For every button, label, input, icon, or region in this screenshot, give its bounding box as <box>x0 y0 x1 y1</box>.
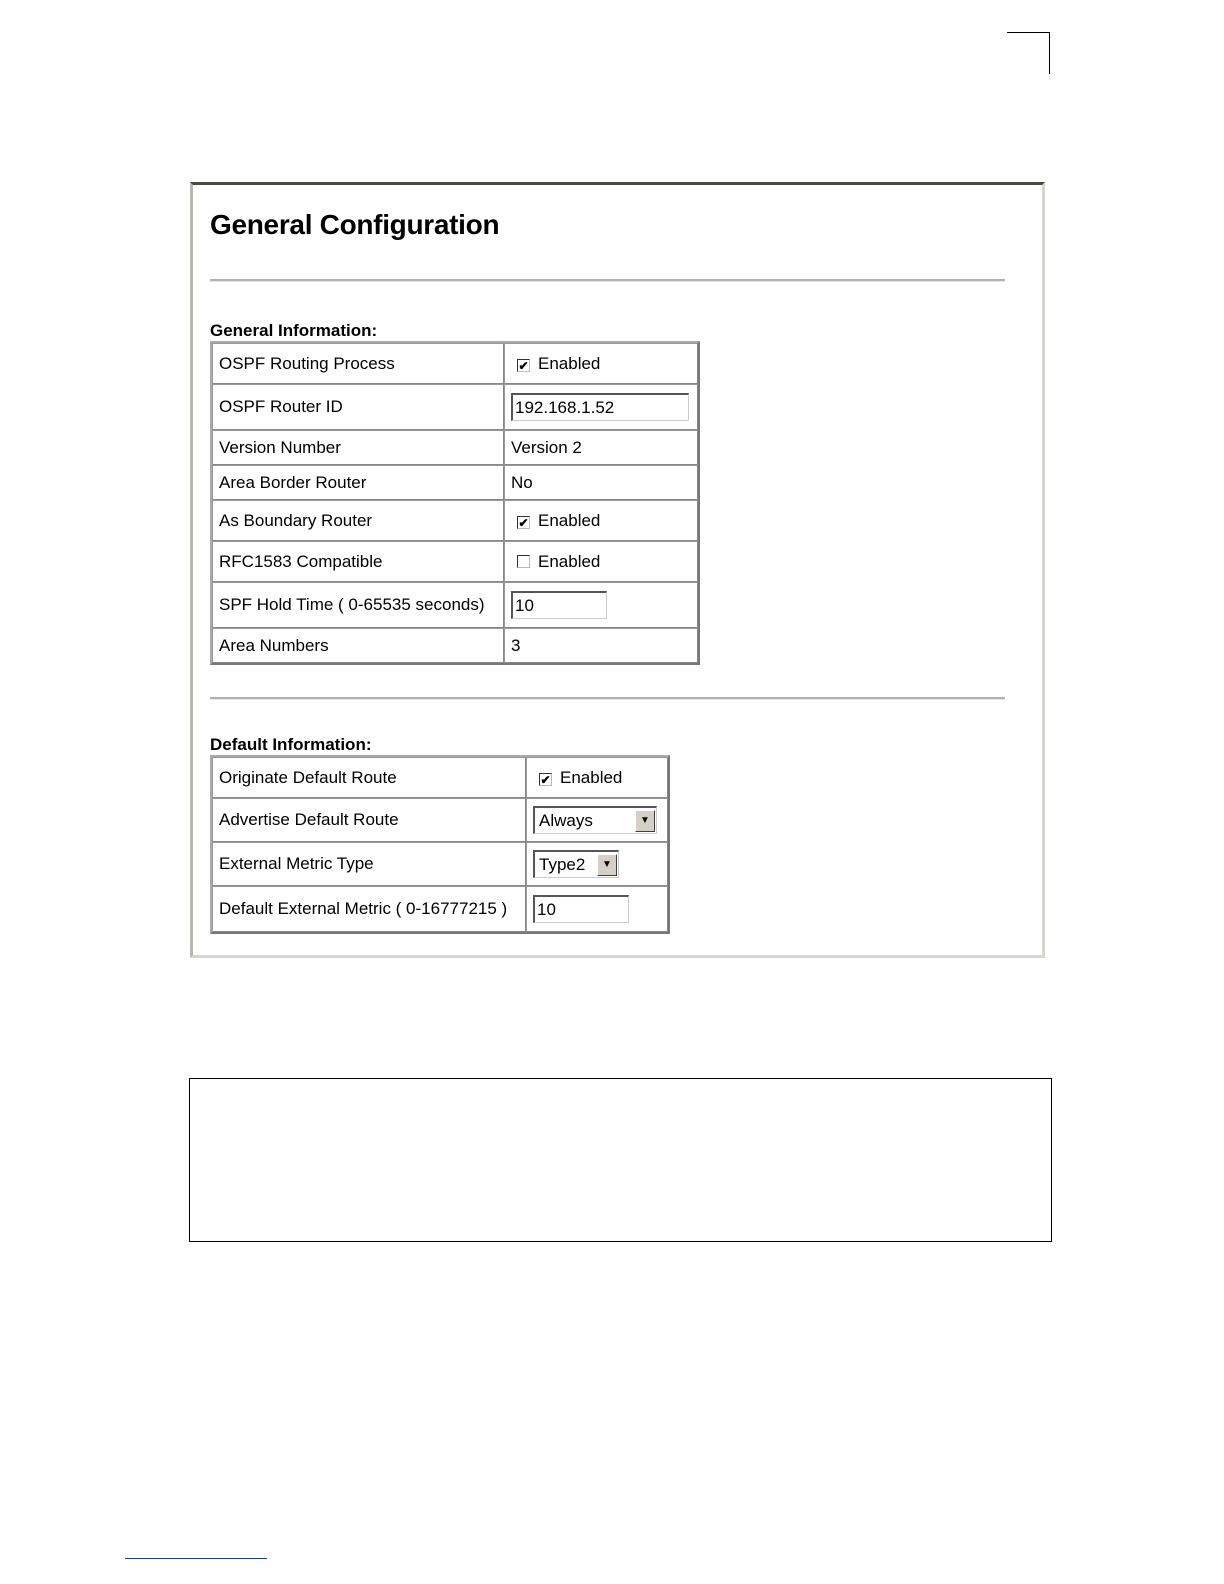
footer-rule <box>125 1558 267 1559</box>
divider-top <box>210 279 1005 282</box>
checkbox-label: Enabled <box>538 353 601 373</box>
as-boundary-router-cell <box>504 500 698 541</box>
general-configuration-panel <box>190 182 1045 958</box>
table-row <box>212 757 668 798</box>
table-row <box>212 628 698 663</box>
checkbox-label: Enabled <box>538 510 601 530</box>
default-information-heading: Default Information: <box>210 735 372 754</box>
row-label: Default External Metric ( 0-16777215 ) <box>212 886 526 932</box>
row-label: Originate Default Route <box>212 757 526 798</box>
divider-middle <box>210 697 1005 700</box>
check-icon: ✔ <box>518 515 529 530</box>
page-title: General Configuration <box>210 209 500 240</box>
row-label: RFC1583 Compatible <box>212 541 504 582</box>
select-value: Always <box>539 810 593 830</box>
general-information-heading: General Information: <box>210 321 378 340</box>
chevron-down-icon[interactable]: ▼ <box>635 810 655 832</box>
default-external-metric-cell <box>526 886 668 932</box>
row-label: Area Border Router <box>212 465 504 500</box>
external-metric-type-select[interactable] <box>533 850 619 878</box>
note-box <box>189 1078 1052 1242</box>
default-external-metric-input[interactable]: 10 <box>533 895 629 923</box>
ospf-routing-process-checkbox[interactable] <box>517 359 530 372</box>
row-label: OSPF Routing Process <box>212 343 504 384</box>
table-row <box>212 842 668 886</box>
rfc1583-compatible-cell <box>504 541 698 582</box>
row-label: SPF Hold Time ( 0-65535 seconds) <box>212 582 504 628</box>
row-label: External Metric Type <box>212 842 526 886</box>
table-row <box>212 541 698 582</box>
area-numbers-value: 3 <box>504 628 698 663</box>
default-information-table <box>210 755 670 934</box>
page-corner-mark-horizontal <box>1007 32 1050 33</box>
ospf-router-id-input[interactable]: 192.168.1.52 <box>511 393 689 421</box>
checkbox-label: Enabled <box>560 767 623 787</box>
table-row <box>212 798 668 842</box>
originate-default-route-cell <box>526 757 668 798</box>
check-icon: ✔ <box>518 358 529 373</box>
page-corner-mark-vertical <box>1049 32 1050 74</box>
row-label: Version Number <box>212 430 504 465</box>
originate-default-route-checkbox[interactable] <box>539 773 552 786</box>
advertise-default-route-select[interactable] <box>533 806 657 834</box>
row-label: OSPF Router ID <box>212 384 504 430</box>
table-row <box>212 582 698 628</box>
row-label: Advertise Default Route <box>212 798 526 842</box>
table-row <box>212 343 698 384</box>
spf-hold-time-input[interactable]: 10 <box>511 591 607 619</box>
chevron-down-icon[interactable]: ▼ <box>597 854 617 876</box>
spf-hold-time-cell <box>504 582 698 628</box>
table-row <box>212 430 698 465</box>
area-border-router-value: No <box>504 465 698 500</box>
table-row <box>212 384 698 430</box>
checkbox-label: Enabled <box>538 551 601 571</box>
table-row <box>212 465 698 500</box>
external-metric-type-cell <box>526 842 668 886</box>
select-value: Type2 <box>539 854 586 874</box>
rfc1583-compatible-checkbox[interactable] <box>517 555 530 568</box>
row-label: As Boundary Router <box>212 500 504 541</box>
check-icon: ✔ <box>540 772 551 787</box>
ospf-routing-process-cell <box>504 343 698 384</box>
ospf-router-id-cell <box>504 384 698 430</box>
version-number-value: Version 2 <box>504 430 698 465</box>
general-information-table <box>210 341 700 665</box>
table-row <box>212 500 698 541</box>
table-row <box>212 886 668 932</box>
as-boundary-router-checkbox[interactable] <box>517 516 530 529</box>
row-label: Area Numbers <box>212 628 504 663</box>
advertise-default-route-cell <box>526 798 668 842</box>
